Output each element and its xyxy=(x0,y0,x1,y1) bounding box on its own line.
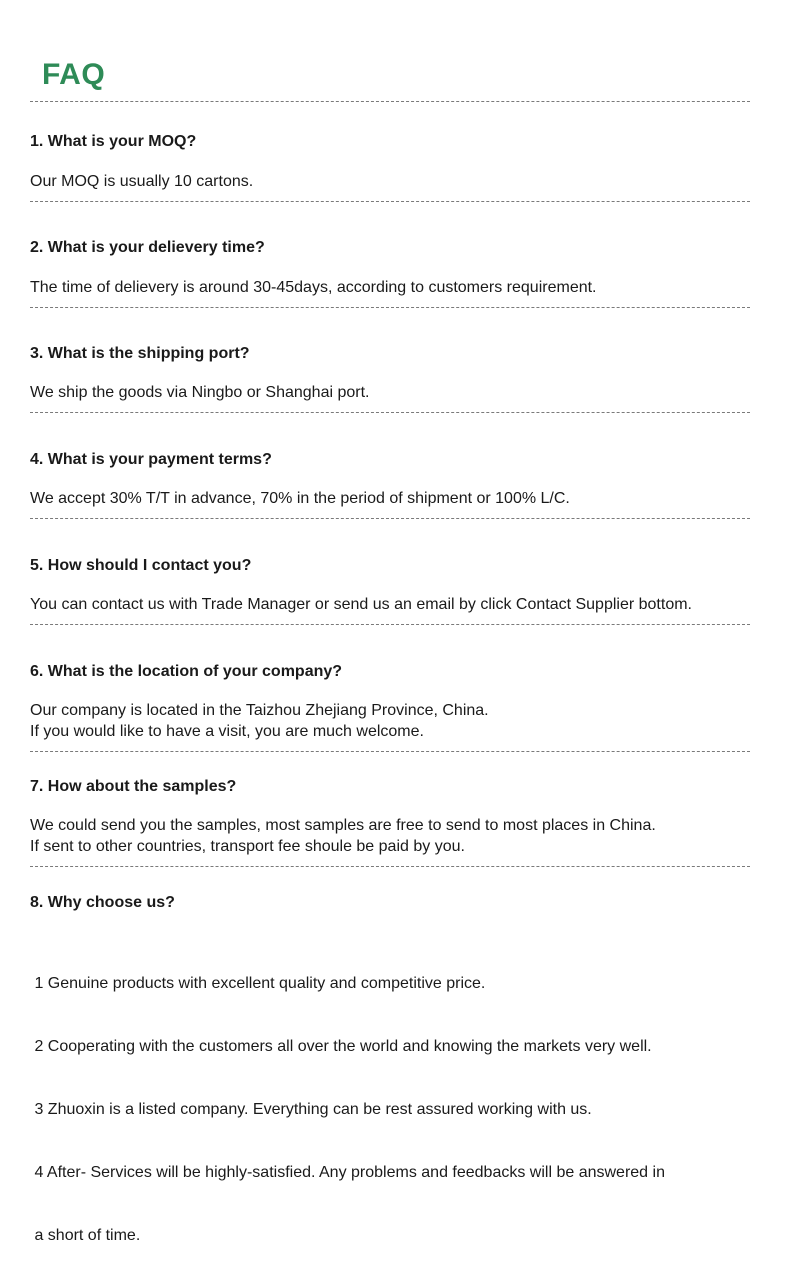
faq-answer-5 xyxy=(30,594,692,615)
faq-question-3: 3. What is the shipping port? xyxy=(30,345,250,362)
faq-question-1: 1. What is your MOQ? xyxy=(30,133,197,150)
faq-answer-1 xyxy=(30,171,253,192)
divider xyxy=(30,624,750,625)
divider xyxy=(30,101,750,102)
answer-line: We accept 30% T/T in advance, 70% in the period of shipment or 100% L/C. xyxy=(30,490,570,507)
faq-question-4: 4. What is your payment terms? xyxy=(30,451,272,468)
faq-answer-3 xyxy=(30,382,369,403)
answer-line: 1 Genuine products with excellent quality and competitive price. xyxy=(30,975,486,992)
answer-line: Our MOQ is usually 10 cartons. xyxy=(30,173,254,190)
answer-line: a short of time. xyxy=(30,1227,141,1244)
divider xyxy=(30,307,750,308)
faq-question-2: 2. What is your delievery time? xyxy=(30,239,265,256)
faq-answer-6 xyxy=(30,700,489,742)
answer-line: The time of delievery is around 30-45days, according to customers requirement. xyxy=(30,279,597,296)
divider xyxy=(30,866,750,867)
faq-question-6: 6. What is the location of your company? xyxy=(30,663,343,680)
answer-line: 4 After- Services will be highly-satisfied. Any problems and feedbacks will be answered in xyxy=(30,1164,665,1181)
faq-question-5: 5. How should I contact you? xyxy=(30,557,252,574)
answer-line: Our company is located in the Taizhou Zhejiang Province, China. xyxy=(30,702,489,719)
divider xyxy=(30,518,750,519)
divider xyxy=(30,412,750,413)
faq-question-8: 8. Why choose us? xyxy=(30,894,175,911)
answer-line: We could send you the samples, most samples are free to send to most places in China. xyxy=(30,817,656,834)
answer-line: 2 Cooperating with the customers all over the world and knowing the markets very well. xyxy=(30,1038,652,1055)
answer-line: If you would like to have a visit, you are much welcome. xyxy=(30,723,424,740)
faq-title: FAQ xyxy=(42,58,106,91)
answer-line: 3 Zhuoxin is a listed company. Everything can be rest assured working with us. xyxy=(30,1101,592,1118)
faq-answer-4 xyxy=(30,488,570,509)
answer-line: If sent to other countries, transport fee shoule be paid by you. xyxy=(30,838,465,855)
answer-line: You can contact us with Trade Manager or send us an email by click Contact Supplier bottom. xyxy=(30,596,692,613)
faq-answer-7 xyxy=(30,815,656,857)
faq-answer-8 xyxy=(30,931,665,1267)
faq-answer-2 xyxy=(30,277,597,298)
divider xyxy=(30,201,750,202)
faq-question-7: 7. How about the samples? xyxy=(30,778,237,795)
answer-line: We ship the goods via Ningbo or Shanghai port. xyxy=(30,384,370,401)
divider xyxy=(30,751,750,752)
